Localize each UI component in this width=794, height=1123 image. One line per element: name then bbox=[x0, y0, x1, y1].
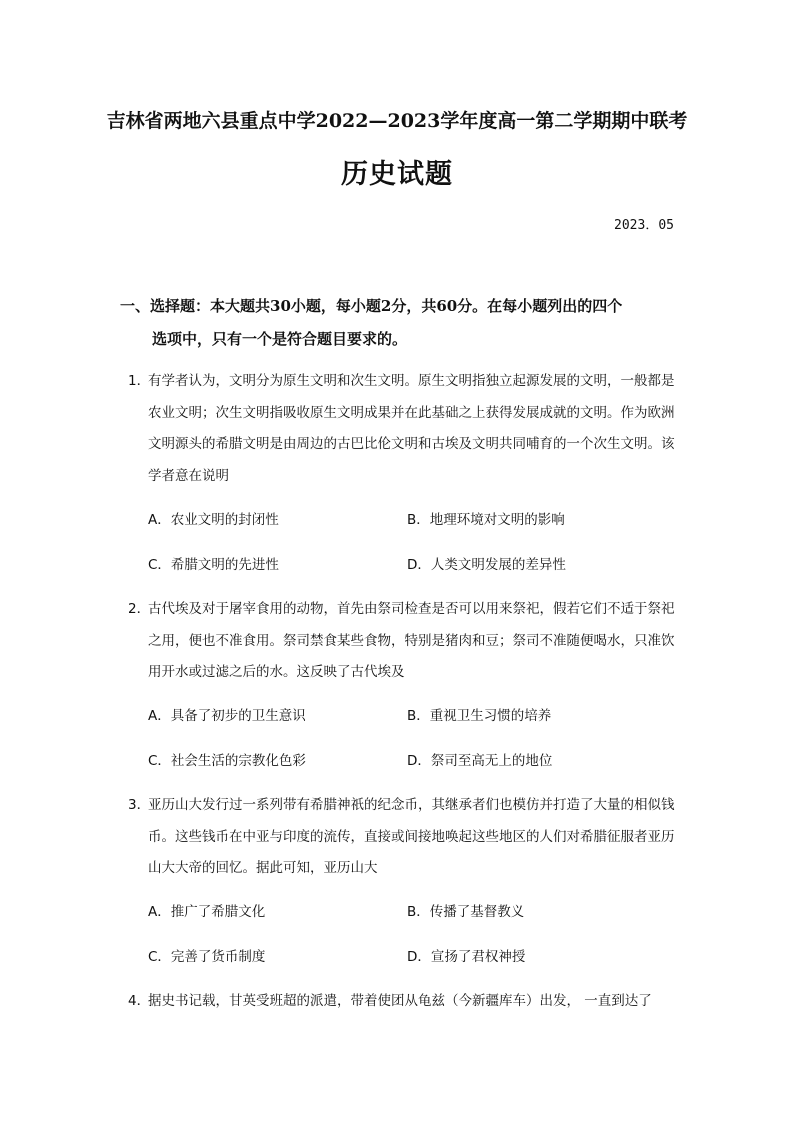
question-1-option-b: B．地理环境对文明的影响 bbox=[407, 512, 565, 528]
question-text: 古代埃及对于屠宰食用的动物，首先由祭司检查是否可以用来祭祀，假若它们不适于祭祀之用，便也不准食用。祭司禁食某些食物，特别是猪肉和豆；祭司不准随便喝水，只准饮用开水或过滤之后的水。这反映了古代埃及 bbox=[148, 601, 675, 680]
question-1-stem bbox=[128, 366, 680, 492]
exam-date: 2023．05 bbox=[614, 218, 674, 233]
section-instructions bbox=[120, 290, 680, 356]
question-number: 2． bbox=[128, 601, 151, 617]
document-title: 历史试题 bbox=[341, 159, 453, 190]
question-1-option-c: C．希腊文明的先进性 bbox=[148, 557, 279, 573]
section-heading-line1: 一、选择题：本大题共30小题，每小题2分，共60分。在每小题列出的四个 bbox=[120, 297, 623, 315]
section-heading-line2: 选项中，只有一个是符合题目要求的。 bbox=[152, 330, 408, 348]
question-text: 据史书记载，甘英受班超的派遣，带着使团从龟兹（今新疆库车）出发， 一直到达了 bbox=[148, 993, 652, 1009]
question-number: 4． bbox=[128, 993, 151, 1009]
question-3-option-d: D．宣扬了君权神授 bbox=[407, 949, 526, 965]
question-3-option-c: C．完善了货币制度 bbox=[148, 949, 266, 965]
question-1-option-a: A．农业文明的封闭性 bbox=[148, 512, 279, 528]
question-2-option-a: A．具备了初步的卫生意识 bbox=[148, 708, 306, 724]
question-2-stem bbox=[128, 594, 680, 689]
exam-header-title: 吉林省两地六县重点中学2022—2023学年度高一第二学期期中联考 bbox=[106, 110, 688, 132]
question-4-stem bbox=[128, 986, 680, 1018]
question-number: 3． bbox=[128, 797, 151, 813]
question-text: 亚历山大发行过一系列带有希腊神祇的纪念币，其继承者们也模仿并打造了大量的相似钱币。这些钱币在中亚与印度的流传，直接或间接地唤起这些地区的人们对希腊征服者亚历山大大帝的回忆。据此可知，亚历山大 bbox=[148, 797, 675, 876]
question-3-stem bbox=[128, 790, 680, 885]
question-number: 1． bbox=[128, 373, 151, 389]
question-2-option-b: B．重视卫生习惯的培养 bbox=[407, 708, 552, 724]
question-text: 有学者认为，文明分为原生文明和次生文明。原生文明指独立起源发展的文明，一般都是农业文明；次生文明指吸收原生文明成果并在此基础之上获得发展成就的文明。作为欧洲文明源头的希腊文明是由周边的古巴比伦文明和古埃及文明共同哺育的一个次生文明。该学者意在说明 bbox=[148, 373, 675, 484]
question-2-option-c: C．社会生活的宗教化色彩 bbox=[148, 753, 306, 769]
question-2-option-d: D．祭司至高无上的地位 bbox=[407, 753, 553, 769]
question-3-option-b: B．传播了基督教义 bbox=[407, 904, 525, 920]
question-3-option-a: A．推广了希腊文化 bbox=[148, 904, 266, 920]
question-1-option-d: D．人类文明发展的差异性 bbox=[407, 557, 566, 573]
